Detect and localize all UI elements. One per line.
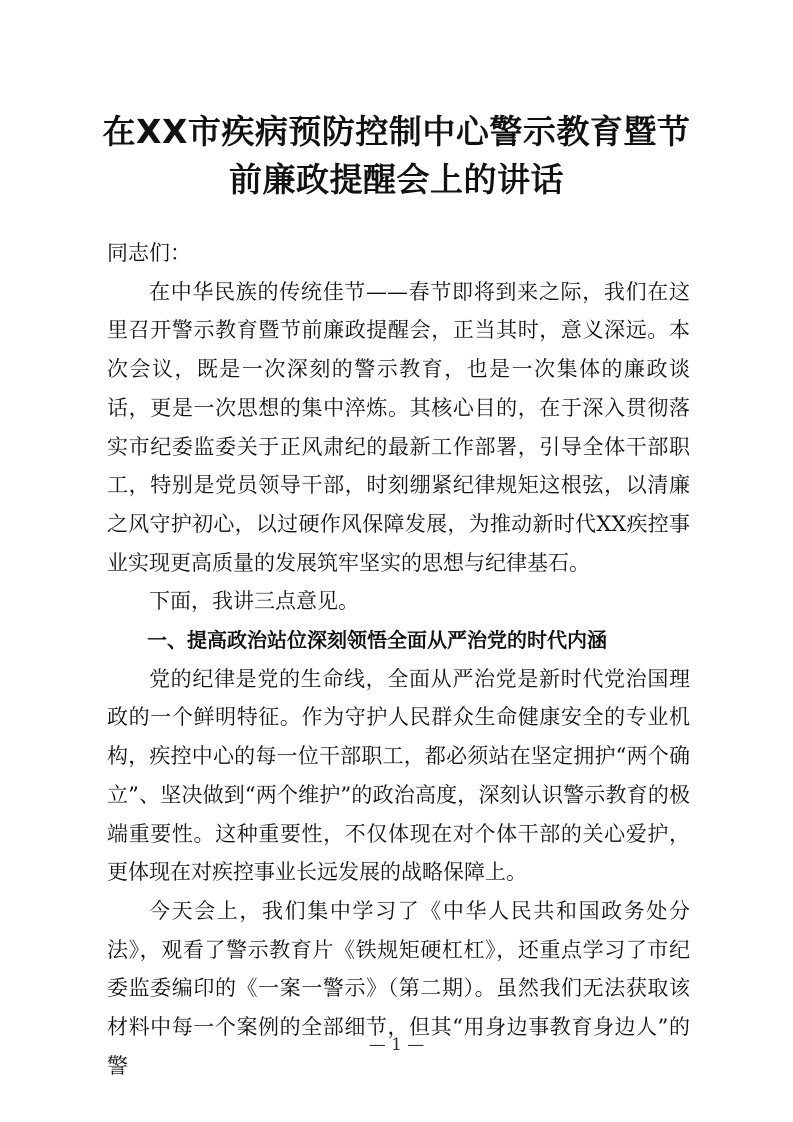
title-line-1: 在XX市疾病预防控制中心警示教育暨节 xyxy=(102,112,691,151)
paragraph-meeting: 今天会上，我们集中学习了《中华人民共和国政务处分法》，观看了警示教育片《铁规矩硬杠杠》，还重点学习了市纪委监委编印的《一案一警示》（第二期）。虽然我们无法获取该材料中每一个案例的全部细节，但其“用身边事教育身边人”的警 xyxy=(107,898,690,1078)
document-body xyxy=(107,234,690,1085)
page-number: — 1 — xyxy=(368,1035,425,1055)
title-line-2: 前廉政提醒会上的讲话 xyxy=(229,160,564,199)
paragraph-section1: 党的纪律是党的生命线，全面从严治党是新时代党治国理政的一个鲜明特征。作为守护人民群众生命健康安全的专业机构，疾控中心的每一位干部职工，都必须站在坚定拥护“两个确立”、坚决做到“两个维护”的政治高度，深刻认识警示教育的极端重要性。这种重要性，不仅体现在对个体干部的关心爱护，更体现在对疾控事业长远发展的战略保障上。 xyxy=(107,666,690,885)
paragraph-transition: 下面，我讲三点意见。 xyxy=(149,589,359,614)
section-heading-1: 一、提高政治站位深刻领悟全面从严治党的时代内涵 xyxy=(147,628,607,653)
salutation: 同志们： xyxy=(107,241,191,265)
paragraph-intro: 在中华民族的传统佳节——春节即将到来之际，我们在这里召开警示教育暨节前廉政提醒会，正当其时，意义深远。本次会议，既是一次深刻的警示教育，也是一次集体的廉政谈话，更是一次思想的集中淬炼。其核心目的，在于深入贯彻落实市纪委监委关于正风肃纪的最新工作部署，引导全体干部职工，特别是党员领导干部，时刻绷紧纪律规矩这根弦，以清廉之风守护初心，以过硬作风保障发展，为推动新时代XX疾控事业实现更高质量的发展筑牢坚实的思想与纪律基石。 xyxy=(107,279,690,575)
